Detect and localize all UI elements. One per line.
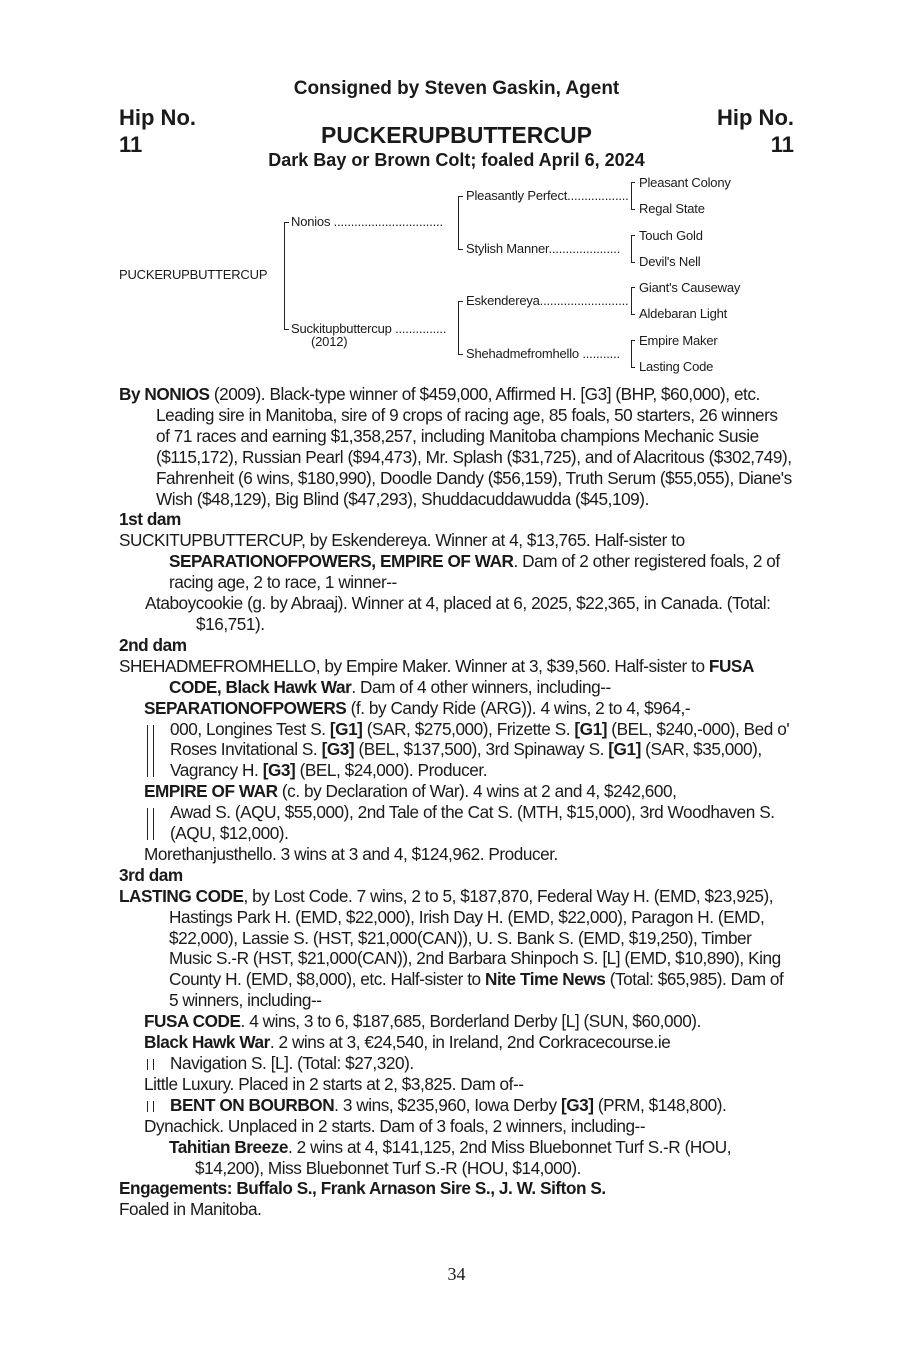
sire-text: (2009). Black-type winner of $459,000, Affirmed H. [G3] (BHP, $60,000), etc. Leading sire in Manitoba, sire of 9 crops of racing age, 85 foals, 50 starters, 26 winners of 71 races and earning $1,358,257, including Manitoba champions Mechanic Susie ($115,172), Russian Pearl ($94,473), Mr. Splash ($31,725), and of Alacritous ($302,749), Fahrenheit (6 wins, $180,990), Doodle Dandy ($56,159), Truth Serum ($55,055), Diane's Wish ($48,129), Big Blind ($47,293), Shuddacuddawudda ($45,109). xyxy=(156,384,792,509)
sire-lead: By NONIOS xyxy=(119,384,210,404)
pedigree-bracket xyxy=(284,329,289,330)
first-dam-heading: 1st dam xyxy=(119,509,181,530)
pedigree-bracket xyxy=(458,354,463,355)
pedigree-ss-dam: Regal State xyxy=(639,201,705,216)
hip-value: 11 xyxy=(119,132,143,157)
pedigree-bracket xyxy=(631,182,632,210)
pedigree-bracket xyxy=(631,209,635,210)
stakes-bar-mark xyxy=(147,808,154,840)
pedigree-bracket xyxy=(631,340,632,368)
stakes-bar-mark xyxy=(147,1059,154,1070)
stakes-bar-mark xyxy=(147,1101,154,1112)
pedigree-sd-dam: Devil's Nell xyxy=(639,254,701,269)
pedigree-bracket xyxy=(631,182,635,183)
pedigree-dam: Suckitupbuttercup ............... xyxy=(291,321,447,336)
second-dam-heading: 2nd dam xyxy=(119,634,187,655)
pedigree-bracket xyxy=(458,301,459,355)
pedigree-sire-dam: Stylish Manner..................... xyxy=(466,241,621,256)
pedigree-bracket xyxy=(631,262,635,263)
stakes-bar-mark xyxy=(147,725,154,778)
dynachick-line: Dynachick. Unplaced in 2 starts. Dam of 3 foals, 2 winners, including-- xyxy=(144,1115,646,1136)
separationofpowers-line: SEPARATIONOFPOWERS (f. by Candy Ride (ARG)). 4 wins, 2 to 4, $964,- xyxy=(144,697,691,718)
foaled-in-line: Foaled in Manitoba. xyxy=(119,1199,262,1220)
tahitian-breeze-line: Tahitian Breeze. 2 wins at 4, $141,125, 2nd Miss Bluebonnet Turf S.-R (HOU, $14,200), Miss Bluebonnet Turf S.-R (HOU, $14,000). xyxy=(169,1136,732,1178)
pedigree-sd-sire: Touch Gold xyxy=(639,228,703,243)
black-hawk-war-line: Black Hawk War. 2 wins at 3, €24,540, in Ireland, 2nd Corkracecourse.ie xyxy=(144,1032,671,1053)
pedigree-sire: Nonios ................................ xyxy=(291,214,443,229)
pedigree-dam-sire: Eskendereya.......................... xyxy=(466,293,629,308)
empire-of-war-line: EMPIRE OF WAR (c. by Declaration of War). 4 wins at 2 and 4, $242,600, xyxy=(144,781,677,802)
pedigree-bracket xyxy=(458,301,463,302)
pedigree-bracket xyxy=(631,314,635,315)
hip-label: Hip No. xyxy=(119,105,196,130)
pedigree-dam-year: (2012) xyxy=(311,334,348,349)
sire-paragraph xyxy=(119,384,795,509)
first-dam-paragraph: SUCKITUPBUTTERCUP, by Eskendereya. Winner at 4, $13,765. Half-sister to SEPARATIONOFPOWERS, EMPIRE OF WAR. Dam of 2 other registered foals, 2 of racing age, 2 to race, 1 winner-- xyxy=(119,530,780,593)
pedigree-bracket xyxy=(458,196,459,250)
pedigree-sire-sire: Pleasantly Perfect.................. xyxy=(466,188,629,203)
pedigree-bracket xyxy=(631,235,635,236)
horse-name: PUCKERUPBUTTERCUP xyxy=(321,122,592,148)
pedigree-bracket xyxy=(631,287,635,288)
pedigree-bracket xyxy=(284,222,285,330)
pedigree-bracket xyxy=(284,222,289,223)
engagements-line: Engagements: Buffalo S., Frank Arnason Sire S., J. W. Sifton S. xyxy=(119,1178,606,1199)
catalogue-body xyxy=(119,384,795,1220)
black-hawk-war-record: Navigation S. [L]. (Total: $27,320). xyxy=(119,1053,795,1074)
little-luxury-line: Little Luxury. Placed in 2 starts at 2, $3,825. Dam of-- xyxy=(144,1073,524,1094)
pedigree-bracket xyxy=(631,235,632,263)
consignor-line: Consigned by Steven Gaskin, Agent xyxy=(293,78,620,99)
separationofpowers-record: 000, Longines Test S. [G1] (SAR, $275,000), Frizette S. [G1] (BEL, $240,-000), Bed o' Roses Invitational S. [G3] (BEL, $137,500), 3rd Spinaway S. [G1] (SAR, $35,000), Vagrancy H. [G3] (BEL, $24,000). Producer. xyxy=(119,719,795,782)
pedigree-bracket xyxy=(458,196,463,197)
page-number: 34 xyxy=(447,1264,466,1284)
horse-description: Dark Bay or Brown Colt; foaled April 6, 2024 xyxy=(268,150,645,170)
hip-label: Hip No. xyxy=(717,105,794,130)
pedigree-subject: PUCKERUPBUTTERCUP xyxy=(119,267,268,282)
bent-on-bourbon-record: BENT ON BOURBON. 3 wins, $235,960, Iowa Derby [G3] (PRM, $148,800). xyxy=(119,1095,795,1116)
third-dam-paragraph: LASTING CODE, by Lost Code. 7 wins, 2 to 5, $187,870, Federal Way H. (EMD, $23,925), Hastings Park H. (EMD, $22,000), Irish Day H. (EMD, $22,000), Paragon H. (EMD, $22,000), Lassie S. (HST, $21,000(CAN)), U. S. Bank S. (EMD, $19,250), Timber Music S.-R (HST, $21,000(CAN)), 2nd Barbara Shinpoch S. [L] (EMD, $10,890), King County H. (EMD, $8,000), etc. Half-sister to Nite Time News (Total: $65,985). Dam of 5 winners, including-- xyxy=(119,885,784,1011)
empire-of-war-record: Awad S. (AQU, $55,000), 2nd Tale of the Cat S. (MTH, $15,000), 3rd Woodhaven S. (AQU, $12,000). xyxy=(119,802,795,844)
pedigree-ds-dam: Aldebaran Light xyxy=(639,306,728,321)
morethanjusthello-line: Morethanjusthello. 3 wins at 3 and 4, $124,962. Producer. xyxy=(144,843,558,864)
hip-value: 11 xyxy=(770,132,794,157)
pedigree-bracket xyxy=(631,340,635,341)
pedigree-dd-dam: Lasting Code xyxy=(639,359,714,374)
third-dam-heading: 3rd dam xyxy=(119,864,183,885)
fusa-code-line: FUSA CODE. 4 wins, 3 to 6, $187,685, Borderland Derby [L] (SUN, $60,000). xyxy=(144,1011,701,1032)
pedigree-bracket xyxy=(631,367,635,368)
second-dam-paragraph: SHEHADMEFROMHELLO, by Empire Maker. Winner at 3, $39,560. Half-sister to FUSA CODE, Black Hawk War. Dam of 4 other winners, including-- xyxy=(119,655,754,697)
pedigree-dd-sire: Empire Maker xyxy=(639,333,718,348)
pedigree-bracket xyxy=(458,249,463,250)
pedigree-dam-dam: Shehadmefromhello ........... xyxy=(466,346,620,361)
first-dam-produce: Ataboycookie (g. by Abraaj). Winner at 4, placed at 6, 2025, $22,365, in Canada. (Total: $16,751). xyxy=(145,593,771,634)
pedigree-ds-sire: Giant's Causeway xyxy=(639,280,741,295)
pedigree-bracket xyxy=(631,287,632,315)
pedigree-ss-sire: Pleasant Colony xyxy=(639,175,731,190)
